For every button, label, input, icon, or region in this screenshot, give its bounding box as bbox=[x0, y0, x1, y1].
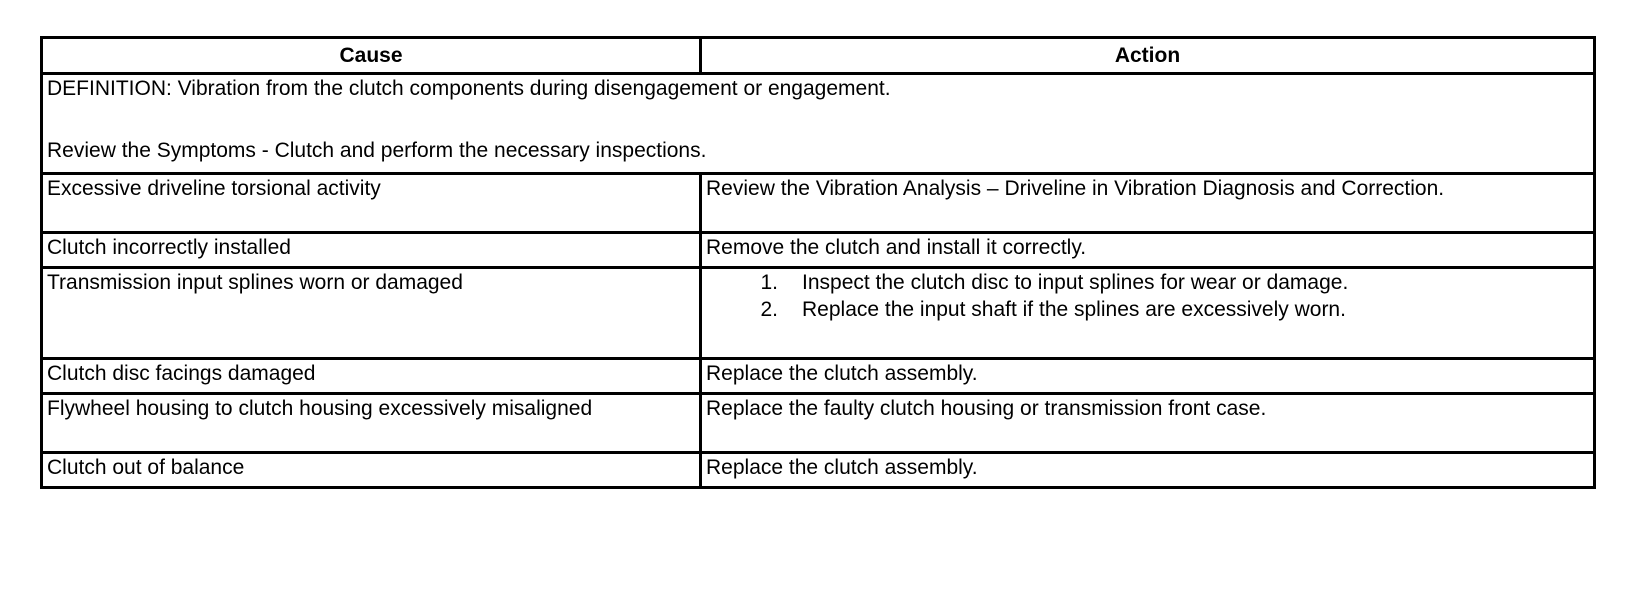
cause-cell: Clutch incorrectly installed bbox=[42, 233, 701, 268]
definition-row bbox=[42, 74, 1595, 174]
step-number: 2. bbox=[760, 298, 778, 321]
action-header: Action bbox=[701, 38, 1595, 74]
cause-cell: Clutch disc facings damaged bbox=[42, 359, 701, 394]
table-row bbox=[42, 233, 1595, 268]
cause-cell: Clutch out of balance bbox=[42, 453, 701, 488]
cause-cell: Excessive driveline torsional activity bbox=[42, 174, 701, 233]
diagnostic-table bbox=[40, 36, 1596, 489]
table-row bbox=[42, 268, 1595, 359]
header-row bbox=[42, 38, 1595, 74]
definition-cell bbox=[42, 74, 1595, 174]
action-cell: Replace the faulty clutch housing or transmission front case. bbox=[701, 394, 1595, 453]
action-step bbox=[706, 296, 1589, 323]
action-cell: Replace the clutch assembly. bbox=[701, 359, 1595, 394]
table-row bbox=[42, 174, 1595, 233]
cause-cell: Transmission input splines worn or damaged bbox=[42, 268, 701, 359]
action-cell: Review the Vibration Analysis – Driveline in Vibration Diagnosis and Correction. bbox=[701, 174, 1595, 233]
action-step bbox=[706, 269, 1589, 296]
action-cell: Replace the clutch assembly. bbox=[701, 453, 1595, 488]
step-text: Inspect the clutch disc to input splines for wear or damage. bbox=[802, 271, 1349, 294]
table-row bbox=[42, 359, 1595, 394]
table-row bbox=[42, 394, 1595, 453]
definition-text: DEFINITION: Vibration from the clutch components during disengagement or engagement. bbox=[47, 77, 891, 100]
step-number: 1. bbox=[760, 271, 778, 294]
action-steps-list bbox=[706, 269, 1589, 323]
cause-header: Cause bbox=[42, 38, 701, 74]
action-cell bbox=[701, 268, 1595, 359]
cause-cell: Flywheel housing to clutch housing excessively misaligned bbox=[42, 394, 701, 453]
step-text: Replace the input shaft if the splines are excessively worn. bbox=[802, 298, 1346, 321]
symptoms-instruction: Review the Symptoms - Clutch and perform the necessary inspections. bbox=[47, 139, 707, 162]
table-row bbox=[42, 453, 1595, 488]
action-cell: Remove the clutch and install it correctly. bbox=[701, 233, 1595, 268]
definition-spacer bbox=[47, 102, 1589, 137]
